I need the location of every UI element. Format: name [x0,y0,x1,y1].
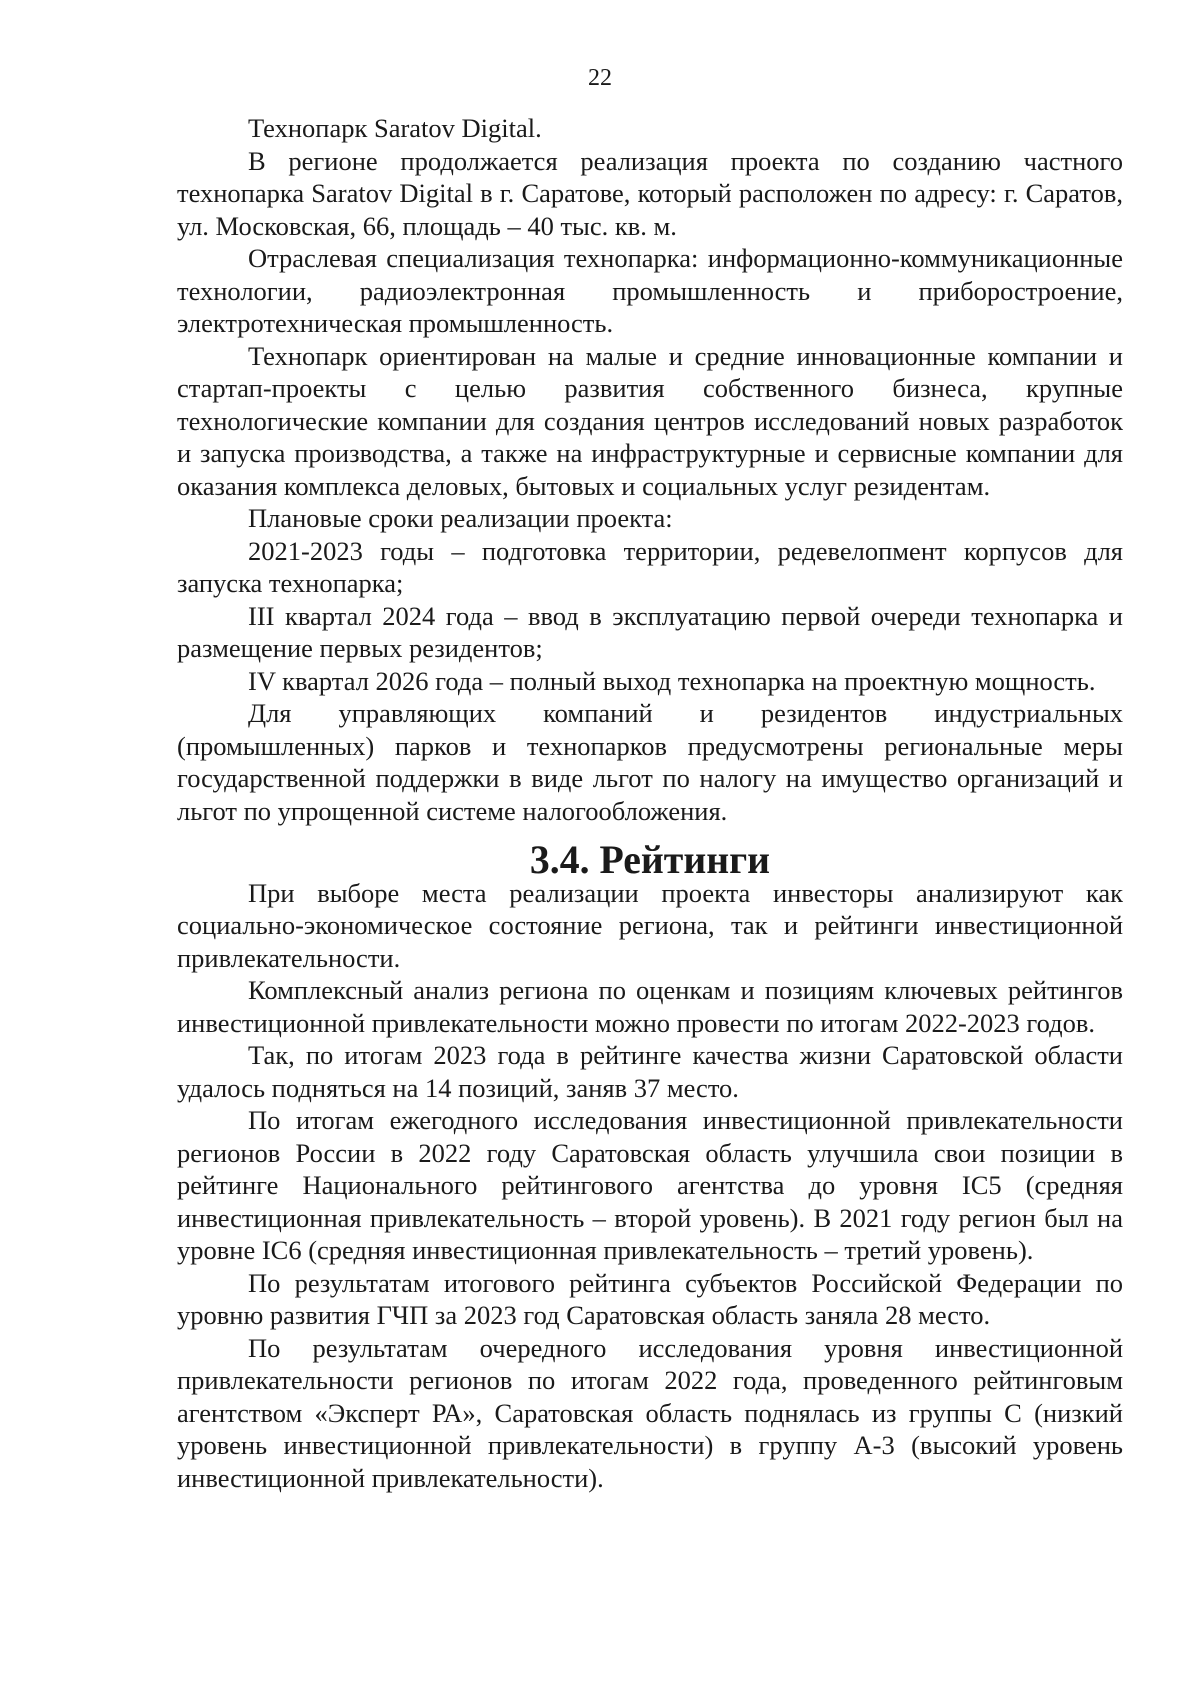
page-number: 22 [588,65,612,91]
paragraph-expert-ra-rating: По результатам очередного исследования уровня инвестиционной привлекательности регионов по итогам 2022 года, проведенного рейтинговым агентством «Эксперт РА», Саратовская область поднялась из группы С (низкий уровень инвестиционной привлекательности) в группу А-3 (высокий уровень инвестиционной привлекательности). [177,1332,1123,1493]
document-body [177,112,1123,1494]
paragraph-planned-timeline: Плановые сроки реализации проекта: [248,503,673,533]
paragraph-timeline-2026: IV квартал 2026 года – полный выход технопарка на проектную мощность. [248,665,1096,696]
paragraph-quality-of-life: Так, по итогам 2023 года в рейтинге качества жизни Саратовской области удалось подняться на 14 позиций, заняв 37 место. [177,1040,1123,1103]
paragraph-technopark-title: Технопарк Saratov Digital. [248,113,542,143]
paragraph-timeline-2024: III квартал 2024 года – ввод в эксплуатацию первой очереди технопарка и размещение первых резидентов; [177,600,1123,663]
paragraph-nra-rating: По итогам ежегодного исследования инвестиционной привлекательности регионов России в 2022 году Саратовская область улучшила свои позиции в рейтинге Национального рейтингового агентства до уровня IC5 (средняя инвестиционная привлекательность – второй уровень). В 2021 году регион был на уровне IC6 (средняя инвестиционная привлекательность – третий уровень). [177,1105,1123,1265]
paragraph-investor-analysis: При выборе места реализации проекта инвесторы анализируют как социально-экономическое состояние региона, так и рейтинги инвестиционной привлекательности. [177,877,1123,973]
section-heading-ratings: 3.4. Рейтинги [529,838,771,882]
paragraph-target-companies: Технопарк ориентирован на малые и средние инновационные компании и стартап-проекты с целью развития собственного бизнеса, крупные технологические компании для создания центров исследований новых разработок и запуска производства, а также на инфраструктурные и сервисные компании для оказания комплекса деловых, бытовых и социальных услуг резидентам. [177,340,1123,501]
paragraph-complex-analysis: Комплексный анализ региона по оценкам и позициям ключевых рейтингов инвестиционной привлекательности можно провести по итогам 2022-2023 годов. [177,975,1123,1038]
paragraph-specialization: Отраслевая специализация технопарка: информационно-коммуникационные технологии, радиоэлектронная промышленность и приборостроение, электротехническая промышленность. [177,243,1123,338]
paragraph-ppp-rating: По результатам итогового рейтинга субъектов Российской Федерации по уровню развития ГЧП за 2023 год Саратовская область заняла 28 место. [177,1267,1123,1330]
paragraph-timeline-2021-2023: 2021-2023 годы – подготовка территории, редевелопмент корпусов для запуска технопарка; [177,535,1123,598]
paragraph-project-location: В регионе продолжается реализация проекта по созданию частного технопарка Saratov Digital в г. Саратове, который расположен по адресу: г. Саратов, ул. Московская, 66, площадь – 40 тыс. кв. м. [177,145,1123,241]
paragraph-support-measures: Для управляющих компаний и резидентов индустриальных (промышленных) парков и технопарков предусмотрены региональные меры государственной поддержки в виде льгот по налогу на имущество организаций и льгот по упрощенной системе налогообложения. [177,698,1123,826]
